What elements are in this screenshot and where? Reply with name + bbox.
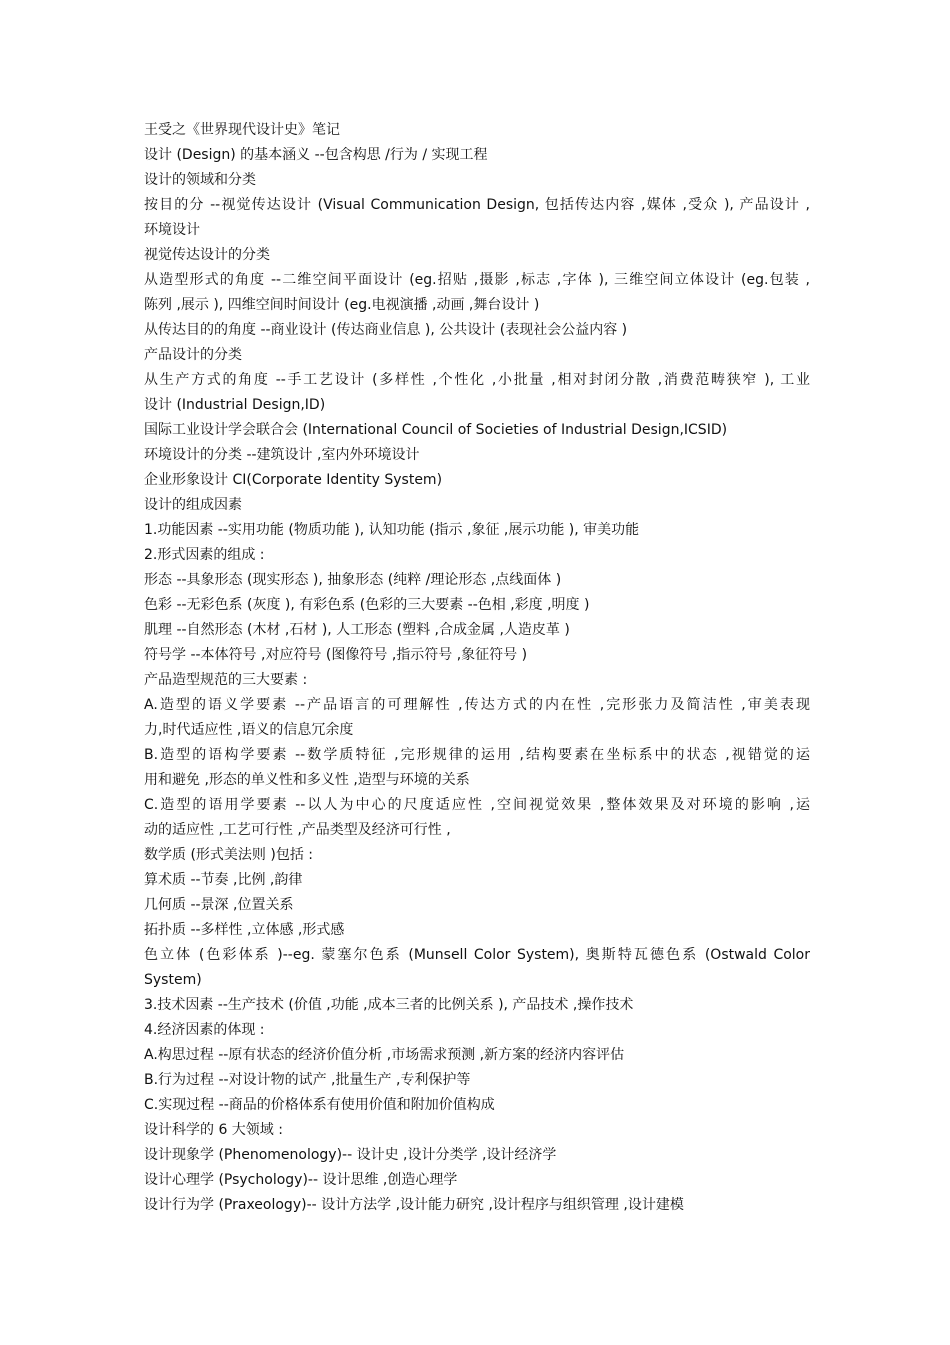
section-heading: 视觉传达设计的分类	[144, 247, 270, 263]
text-line: 环境设计的分类 --建筑设计 ,室内外环境设计	[144, 447, 420, 463]
text-line: 从传达目的的角度 --商业设计 (传达商业信息 ), 公共设计 (表现社会公益内容 )	[144, 322, 628, 338]
text-line: 4.经济因素的体现 :	[144, 1022, 265, 1038]
text-line: System)	[144, 972, 202, 988]
text-line: 设计 (Design) 的基本涵义 --包含构思 /行为 / 实现工程	[144, 147, 488, 163]
text-line: 用和避免 ,形态的单义性和多义性 ,造型与环境的关系	[144, 772, 470, 788]
section-heading: 设计的组成因素	[144, 497, 242, 513]
text-line: 国际工业设计学会联合会 (International Council of Societies of Industrial Design,ICSID)	[144, 422, 728, 438]
text-line: 2.形式因素的组成 :	[144, 547, 265, 563]
text-line: 从生产方式的角度 --手工艺设计 (多样性 ,个性化 ,小批量 ,相对封闭分散 ,消费范畴狭窄 ), 工业	[144, 372, 810, 388]
text-line: 色彩 --无彩色系 (灰度 ), 有彩色系 (色彩的三大要素 --色相 ,彩度 ,明度 )	[144, 597, 590, 613]
text-line: 1.功能因素 --实用功能 (物质功能 ), 认知功能 (指示 ,象征 ,展示功能 ), 审美功能	[144, 522, 640, 538]
section-heading: 设计的领域和分类	[144, 172, 256, 188]
text-line: 陈列 ,展示 ), 四维空间时间设计 (eg.电视演播 ,动画 ,舞台设计 )	[144, 297, 540, 313]
text-line: 设计行为学 (Praxeology)-- 设计方法学 ,设计能力研究 ,设计程序与组织管理 ,设计建模	[144, 1197, 684, 1213]
text-line: 形态 --具象形态 (现实形态 ), 抽象形态 (纯粹 /理论形态 ,点线面体 )	[144, 572, 562, 588]
text-line: A.构思过程 --原有状态的经济价值分析 ,市场需求预测 ,新方案的经济内容评估	[144, 1047, 625, 1063]
text-line: C.实现过程 --商品的价格体系有使用价值和附加价值构成	[144, 1097, 495, 1113]
section-heading: 产品造型规范的三大要素 :	[144, 672, 308, 688]
text-line: 动的适应性 ,工艺可行性 ,产品类型及经济可行性 ,	[144, 822, 451, 838]
text-line: 环境设计	[144, 222, 200, 238]
text-line: 肌理 --自然形态 (木材 ,石材 ), 人工形态 (塑料 ,合成金属 ,人造皮革 )	[144, 622, 570, 638]
text-line: 设计心理学 (Psychology)-- 设计思维 ,创造心理学	[144, 1172, 458, 1188]
text-line: 企业形象设计 CI(Corporate Identity System)	[144, 472, 443, 488]
section-heading: 设计科学的 6 大领域 :	[144, 1122, 283, 1138]
section-heading: 产品设计的分类	[144, 347, 242, 363]
text-line: 从造型形式的角度 --二维空间平面设计 (eg.招贴 ,摄影 ,标志 ,字体 ), 三维空间立体设计 (eg.包装 ,	[144, 272, 810, 288]
text-line: 3.技术因素 --生产技术 (价值 ,功能 ,成本三者的比例关系 ), 产品技术 ,操作技术	[144, 997, 634, 1013]
document-title: 王受之《世界现代设计史》笔记	[144, 122, 340, 138]
text-line: 按目的分 --视觉传达设计 (Visual Communication Design, 包括传达内容 ,媒体 ,受众 ), 产品设计 ,	[144, 197, 810, 213]
text-line: 力,时代适应性 ,语义的信息冗余度	[144, 722, 354, 738]
text-line: 设计现象学 (Phenomenology)-- 设计史 ,设计分类学 ,设计经济学	[144, 1147, 557, 1163]
text-line: B.行为过程 --对设计物的试产 ,批量生产 ,专利保护等	[144, 1072, 471, 1088]
text-line: B.造型的语构学要素 --数学质特征 ,完形规律的运用 ,结构要素在坐标系中的状态 ,视错觉的运	[144, 747, 810, 763]
text-line: C.造型的语用学要素 --以人为中心的尺度适应性 ,空间视觉效果 ,整体效果及对环境的影响 ,运	[144, 797, 810, 813]
text-line: A.造型的语义学要素 --产品语言的可理解性 ,传达方式的内在性 ,完形张力及简洁性 ,审美表现	[144, 697, 810, 713]
document-body	[144, 118, 810, 1218]
text-line: 色立体 (色彩体系 )--eg. 蒙塞尔色系 (Munsell Color System), 奥斯特瓦德色系 (Ostwald Color	[144, 947, 810, 963]
text-line: 算术质 --节奏 ,比例 ,韵律	[144, 872, 303, 888]
text-line: 几何质 --景深 ,位置关系	[144, 897, 294, 913]
text-line: 符号学 --本体符号 ,对应符号 (图像符号 ,指示符号 ,象征符号 )	[144, 647, 528, 663]
text-line: 数学质 (形式美法则 )包括 :	[144, 847, 313, 863]
text-line: 设计 (Industrial Design,ID)	[144, 397, 326, 413]
text-line: 拓扑质 --多样性 ,立体感 ,形式感	[144, 922, 345, 938]
